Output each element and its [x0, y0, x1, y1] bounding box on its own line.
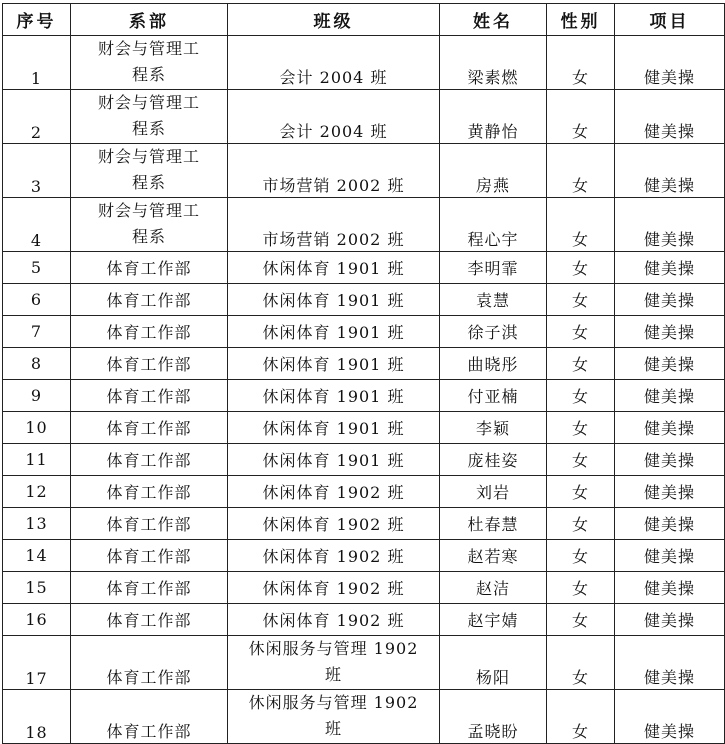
roster-table: [2, 3, 725, 744]
cell-name: 赵宇婧: [440, 604, 547, 636]
cell-gender: 女: [547, 444, 615, 476]
cell-event: 健美操: [615, 90, 725, 144]
cell-gender: 女: [547, 690, 615, 744]
cell-gender: 女: [547, 572, 615, 604]
cell-name: 李明霏: [440, 252, 547, 284]
cell-name: 袁慧: [440, 284, 547, 316]
cell-department: [71, 36, 228, 90]
cell-department-line: 财会与管理工: [97, 93, 200, 112]
cell-gender: 女: [547, 604, 615, 636]
cell-gender: 女: [547, 540, 615, 572]
cell-class: 会计 2004 班: [228, 36, 440, 90]
cell-gender: 女: [547, 412, 615, 444]
cell-department-line: 程系: [131, 119, 166, 138]
cell-name: 程心宇: [440, 198, 547, 252]
cell-name: 曲晓彤: [440, 348, 547, 380]
table-row: [3, 636, 725, 690]
cell-department: 体育工作部: [71, 636, 228, 690]
cell-class: 休闲体育 1902 班: [228, 476, 440, 508]
cell-class: 会计 2004 班: [228, 90, 440, 144]
cell-index: 11: [3, 444, 71, 476]
table-row: [3, 144, 725, 198]
cell-department: 体育工作部: [71, 604, 228, 636]
cell-gender: 女: [547, 636, 615, 690]
cell-event: 健美操: [615, 144, 725, 198]
cell-class: 市场营销 2002 班: [228, 144, 440, 198]
cell-index: 16: [3, 604, 71, 636]
cell-department: 体育工作部: [71, 252, 228, 284]
cell-department-line: 财会与管理工: [97, 201, 200, 220]
cell-gender: 女: [547, 36, 615, 90]
cell-department: [71, 90, 228, 144]
table-row: [3, 198, 725, 252]
cell-class-line: 班: [324, 719, 342, 738]
cell-department: 体育工作部: [71, 348, 228, 380]
cell-index: 10: [3, 412, 71, 444]
cell-class-line: 休闲服务与管理 1902: [248, 693, 419, 712]
cell-department: 体育工作部: [71, 476, 228, 508]
header-row: [3, 4, 725, 36]
cell-gender: 女: [547, 380, 615, 412]
cell-department: 体育工作部: [71, 284, 228, 316]
cell-index: 2: [3, 90, 71, 144]
cell-index: 9: [3, 380, 71, 412]
table-row: [3, 444, 725, 476]
cell-index: 6: [3, 284, 71, 316]
table-row: [3, 508, 725, 540]
cell-class-line: 班: [324, 665, 342, 684]
cell-class: 休闲体育 1902 班: [228, 572, 440, 604]
cell-event: 健美操: [615, 252, 725, 284]
cell-department: [71, 198, 228, 252]
cell-name: 李颖: [440, 412, 547, 444]
header-event: 项目: [615, 4, 725, 36]
cell-gender: 女: [547, 348, 615, 380]
cell-gender: 女: [547, 316, 615, 348]
table-row: [3, 316, 725, 348]
cell-class: [228, 690, 440, 744]
cell-class: 休闲体育 1901 班: [228, 284, 440, 316]
cell-department: 体育工作部: [71, 444, 228, 476]
cell-event: 健美操: [615, 36, 725, 90]
cell-index: 5: [3, 252, 71, 284]
table-row: [3, 604, 725, 636]
cell-name: 杨阳: [440, 636, 547, 690]
cell-name: 房燕: [440, 144, 547, 198]
cell-gender: 女: [547, 252, 615, 284]
cell-name: 梁素燃: [440, 36, 547, 90]
cell-event: 健美操: [615, 444, 725, 476]
cell-class-line: 休闲服务与管理 1902: [248, 639, 419, 658]
cell-event: 健美操: [615, 476, 725, 508]
cell-name: 庞桂姿: [440, 444, 547, 476]
cell-class: 休闲体育 1902 班: [228, 604, 440, 636]
cell-gender: 女: [547, 284, 615, 316]
cell-gender: 女: [547, 144, 615, 198]
table-row: [3, 348, 725, 380]
table-row: [3, 284, 725, 316]
cell-department-line: 程系: [131, 227, 166, 246]
cell-event: 健美操: [615, 316, 725, 348]
cell-event: 健美操: [615, 284, 725, 316]
table-row: [3, 36, 725, 90]
cell-department: 体育工作部: [71, 690, 228, 744]
cell-name: 黄静怡: [440, 90, 547, 144]
cell-event: 健美操: [615, 380, 725, 412]
cell-gender: 女: [547, 198, 615, 252]
cell-name: 付亚楠: [440, 380, 547, 412]
cell-class: 休闲体育 1901 班: [228, 252, 440, 284]
table-row: [3, 90, 725, 144]
header-index: 序号: [3, 4, 71, 36]
cell-index: 14: [3, 540, 71, 572]
cell-event: 健美操: [615, 412, 725, 444]
table-row: [3, 412, 725, 444]
cell-event: 健美操: [615, 636, 725, 690]
header-department: 系部: [71, 4, 228, 36]
cell-name: 孟晓盼: [440, 690, 547, 744]
cell-department: [71, 144, 228, 198]
cell-gender: 女: [547, 476, 615, 508]
cell-index: 1: [3, 36, 71, 90]
cell-event: 健美操: [615, 540, 725, 572]
cell-name: 杜春慧: [440, 508, 547, 540]
header-name: 姓名: [440, 4, 547, 36]
cell-department-line: 财会与管理工: [97, 39, 200, 58]
cell-class: 休闲体育 1901 班: [228, 316, 440, 348]
cell-index: 8: [3, 348, 71, 380]
cell-index: 12: [3, 476, 71, 508]
table-row: [3, 690, 725, 744]
cell-class: 休闲体育 1901 班: [228, 412, 440, 444]
cell-index: 7: [3, 316, 71, 348]
table-row: [3, 540, 725, 572]
cell-department: 体育工作部: [71, 508, 228, 540]
cell-index: 15: [3, 572, 71, 604]
cell-event: 健美操: [615, 572, 725, 604]
cell-name: 徐子淇: [440, 316, 547, 348]
cell-index: 18: [3, 690, 71, 744]
header-class: 班级: [228, 4, 440, 36]
cell-name: 赵若寒: [440, 540, 547, 572]
table-row: [3, 252, 725, 284]
cell-department: 体育工作部: [71, 572, 228, 604]
cell-event: 健美操: [615, 348, 725, 380]
cell-department: 体育工作部: [71, 380, 228, 412]
cell-department: 体育工作部: [71, 540, 228, 572]
cell-event: 健美操: [615, 508, 725, 540]
cell-event: 健美操: [615, 604, 725, 636]
cell-event: 健美操: [615, 198, 725, 252]
cell-department-line: 程系: [131, 65, 166, 84]
cell-class: 市场营销 2002 班: [228, 198, 440, 252]
cell-index: 4: [3, 198, 71, 252]
cell-class: 休闲体育 1902 班: [228, 540, 440, 572]
cell-department: 体育工作部: [71, 316, 228, 348]
cell-class: [228, 636, 440, 690]
table-row: [3, 380, 725, 412]
cell-department: 体育工作部: [71, 412, 228, 444]
table-row: [3, 572, 725, 604]
cell-department-line: 程系: [131, 173, 166, 192]
cell-class: 休闲体育 1901 班: [228, 444, 440, 476]
header-gender: 性别: [547, 4, 615, 36]
cell-name: 刘岩: [440, 476, 547, 508]
cell-gender: 女: [547, 90, 615, 144]
table-row: [3, 476, 725, 508]
cell-gender: 女: [547, 508, 615, 540]
cell-department-line: 财会与管理工: [97, 147, 200, 166]
roster-body: [3, 36, 725, 744]
cell-index: 13: [3, 508, 71, 540]
cell-event: 健美操: [615, 690, 725, 744]
cell-class: 休闲体育 1901 班: [228, 348, 440, 380]
cell-index: 17: [3, 636, 71, 690]
cell-class: 休闲体育 1902 班: [228, 508, 440, 540]
cell-name: 赵洁: [440, 572, 547, 604]
cell-index: 3: [3, 144, 71, 198]
cell-class: 休闲体育 1901 班: [228, 380, 440, 412]
